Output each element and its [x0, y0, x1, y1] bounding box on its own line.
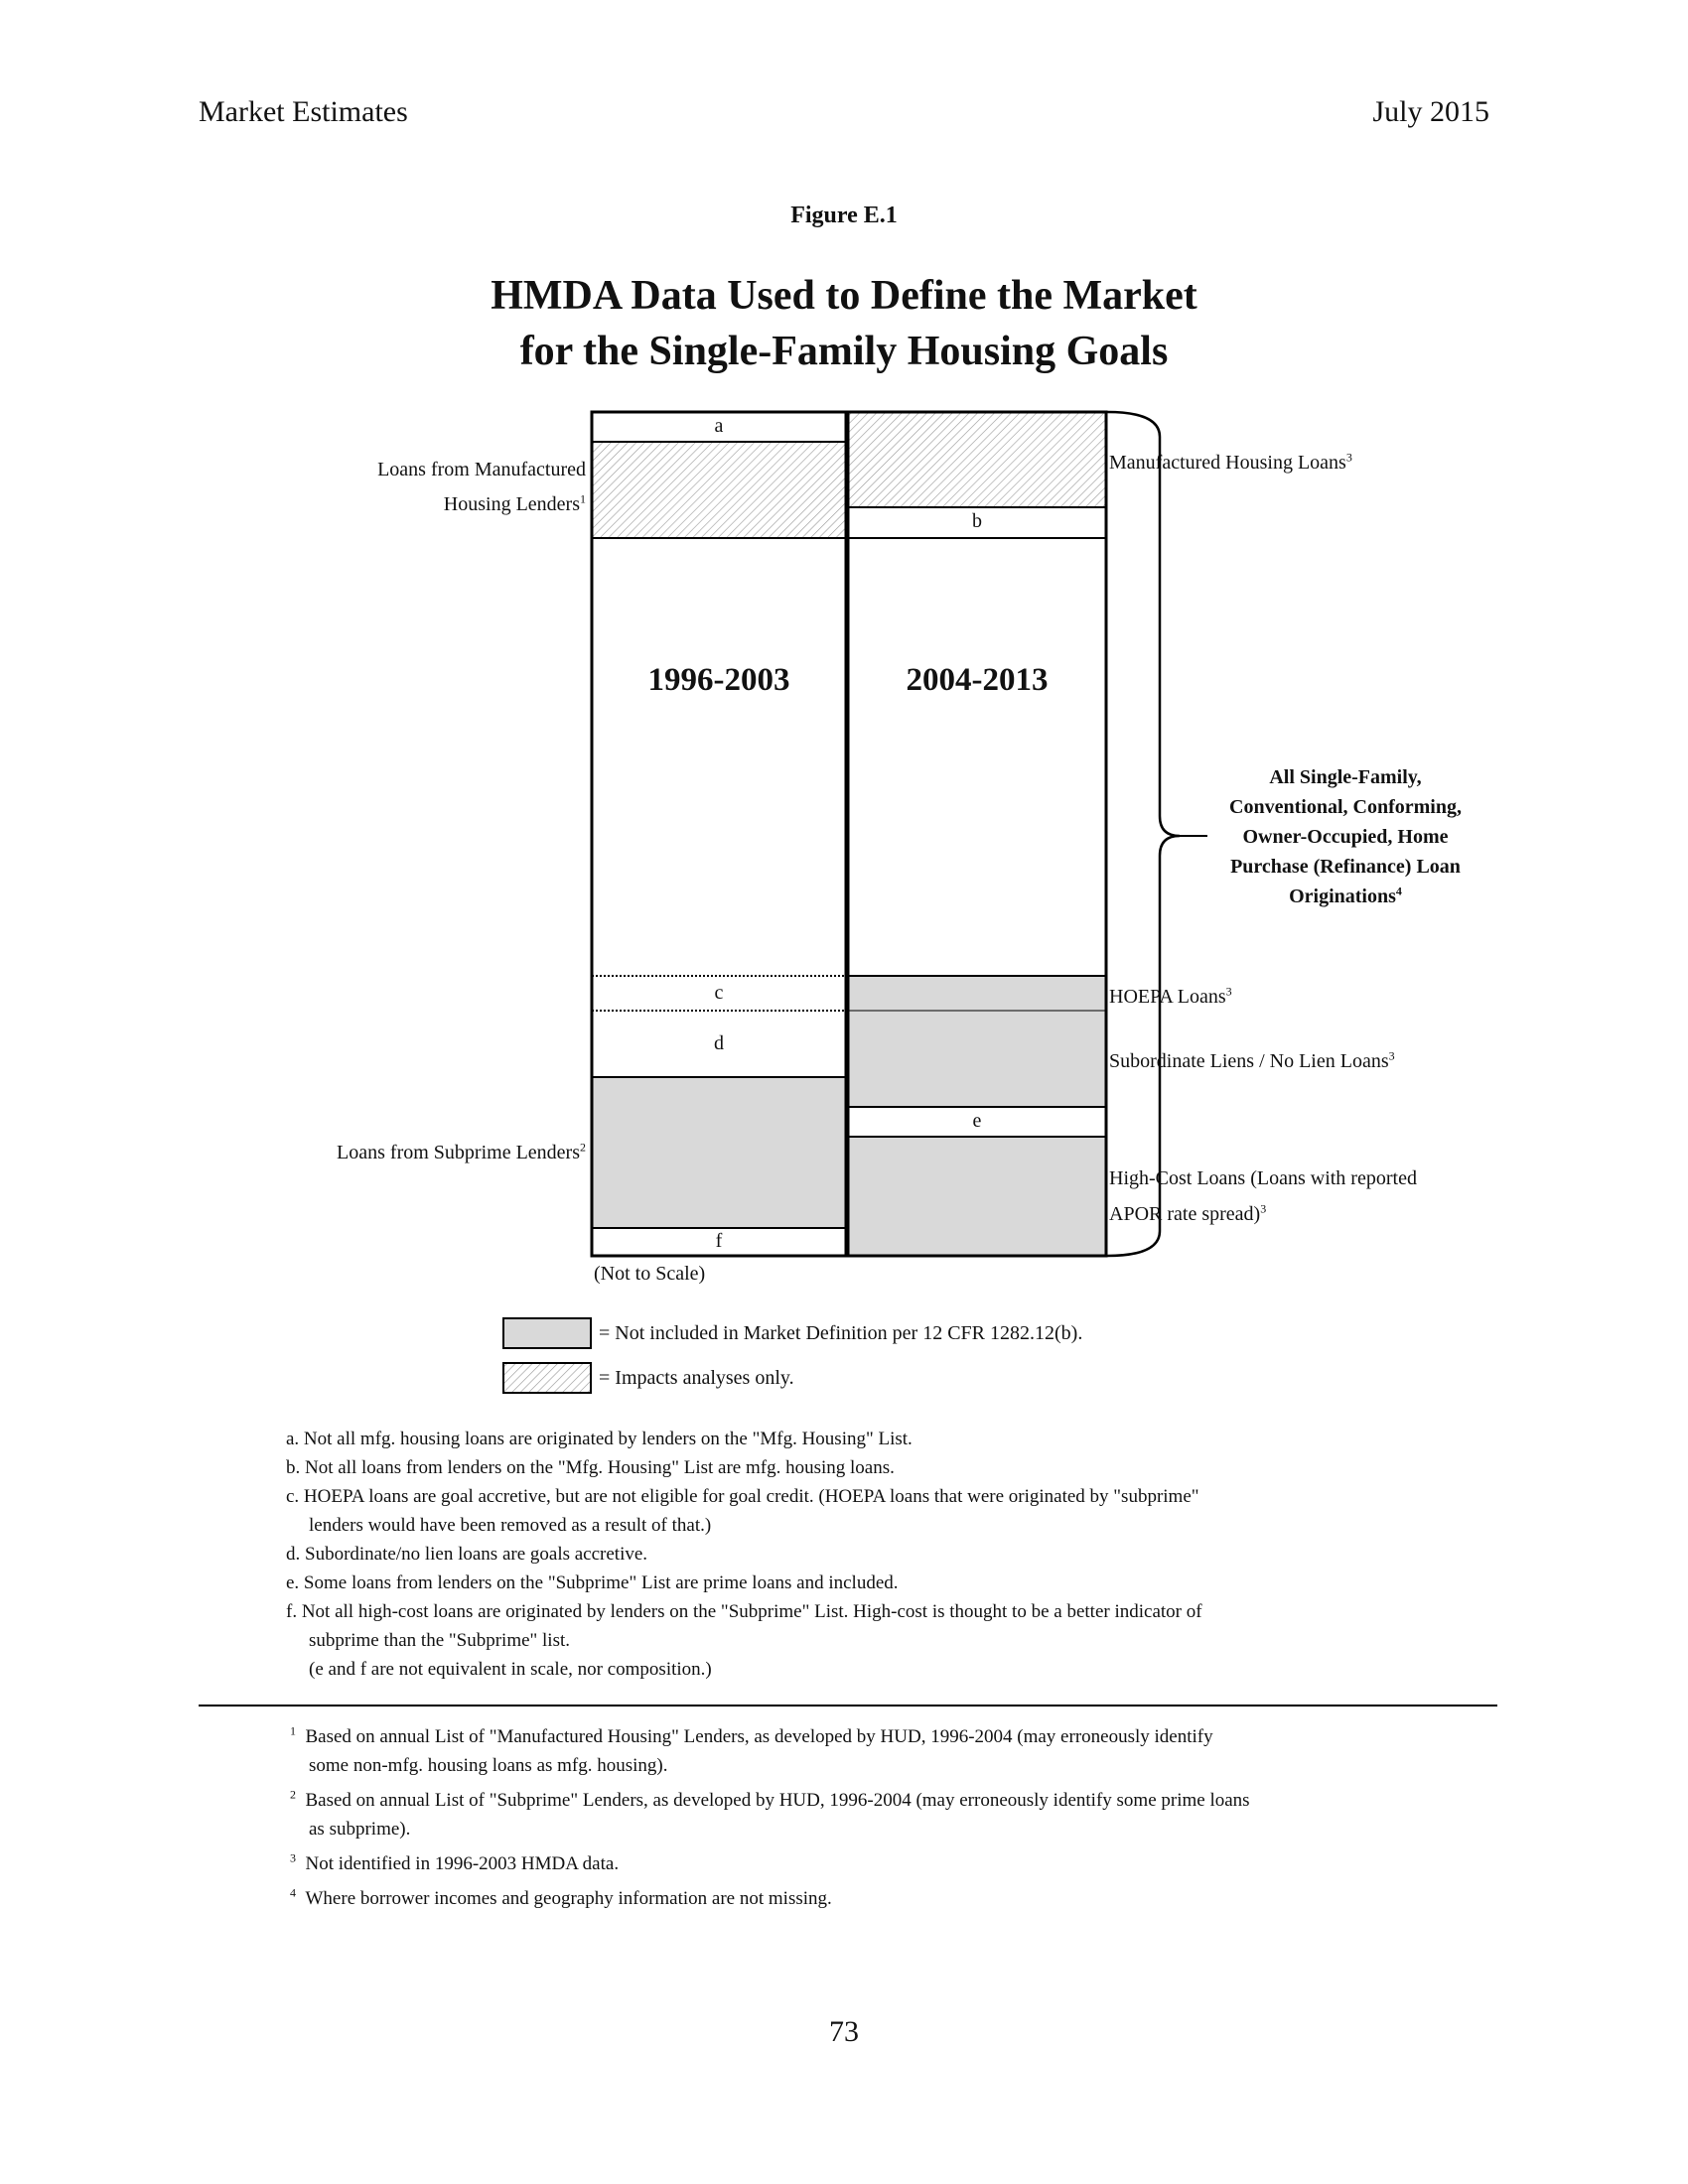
not-to-scale: (Not to Scale) [594, 1263, 706, 1285]
segment-high-cost [848, 1137, 1106, 1256]
note-a: a. Not all mfg. housing loans are originated by lenders on the "Mfg. Housing" List. [286, 1429, 913, 1449]
legend-gray-text: = Not included in Market Definition per 12 CFR 1282.12(b). [599, 1322, 1083, 1344]
column-left-label: 1996-2003 [647, 662, 790, 698]
segment-subordinate [848, 1011, 1106, 1107]
note-e: e. Some loans from lenders on the "Subprime" List are prime loans and included. [286, 1572, 899, 1593]
segment-subprime-lenders [592, 1077, 846, 1228]
segment-d-label: d [714, 1032, 724, 1054]
label-high-cost-line1: High-Cost Loans (Loans with reported [1109, 1167, 1417, 1189]
note-c-line1: c. HOEPA loans are goal accretive, but are not eligible for goal credit. (HOEPA loans that were originated by "subprime" [286, 1486, 1199, 1507]
page-number: 73 [829, 2015, 859, 2048]
brace-label-line5-wrap [1192, 882, 1499, 911]
segment-mfg-lenders-hatched [592, 442, 846, 538]
header-left: Market Estimates [199, 95, 408, 128]
label-high-cost-text: APOR rate spread) [1109, 1203, 1261, 1225]
label-mfg-housing [1109, 452, 1352, 475]
label-mfg-lenders-text: Housing Lenders [443, 493, 580, 515]
segment-f-label: f [715, 1230, 723, 1252]
footnote-ref-3d: 3 [1260, 1201, 1267, 1216]
legend-hatched-text: = Impacts analyses only. [599, 1367, 794, 1389]
label-subordinate [1109, 1050, 1395, 1073]
brace-label [1192, 762, 1499, 911]
note-b: b. Not all loans from lenders on the "Mfg. Housing" List are mfg. housing loans. [286, 1457, 895, 1478]
footnote-4 [290, 1884, 1412, 1913]
segment-c-label: c [714, 982, 724, 1004]
segment-b-label: b [972, 510, 982, 532]
footnote-1-text: Based on annual List of "Manufactured Housing" Lenders, as developed by HUD, 1996-2004 (may erroneously identify [305, 1726, 1213, 1747]
label-hoepa-text: HOEPA Loans [1109, 986, 1226, 1008]
brace-label-line2: Conventional, Conforming, [1229, 796, 1462, 818]
label-subprime-lenders-text: Loans from Subprime Lenders [337, 1142, 580, 1163]
footnote-ref-3a: 3 [1345, 450, 1352, 465]
footnote-2-cont: as subprime). [309, 1819, 411, 1840]
footnote-1-number: 1 [290, 1723, 296, 1738]
footnote-3-number: 3 [290, 1850, 296, 1865]
footnote-ref-2: 2 [580, 1140, 586, 1155]
footnote-3-text: Not identified in 1996-2003 HMDA data. [305, 1853, 620, 1874]
footnote-ref-3b: 3 [1225, 984, 1232, 999]
header-right: July 2015 [1372, 95, 1489, 128]
label-high-cost-line2 [1109, 1203, 1266, 1226]
label-subprime-lenders [199, 1142, 586, 1164]
footnote-2 [290, 1786, 1412, 1815]
segment-a-label: a [714, 415, 724, 437]
figure-title-line1: HMDA Data Used to Define the Market [491, 273, 1197, 319]
note-f-line3: (e and f are not equivalent in scale, nor composition.) [309, 1659, 712, 1680]
note-f-line1: f. Not all high-cost loans are originated by lenders on the "Subprime" List. High-cost is thought to be a better indicator of [286, 1601, 1202, 1622]
segment-hoepa [848, 976, 1106, 1011]
figure-title-line2: for the Single-Family Housing Goals [519, 329, 1169, 374]
label-mfg-lenders-line1: Loans from Manufactured [377, 459, 586, 480]
footnote-4-text: Where borrower incomes and geography information are not missing. [305, 1888, 832, 1909]
brace-label-line3: Owner-Occupied, Home [1242, 826, 1449, 848]
notes-list [286, 1425, 1388, 1684]
label-subordinate-text: Subordinate Liens / No Lien Loans [1109, 1050, 1389, 1072]
footnote-3 [290, 1849, 1412, 1878]
brace-label-line5: Originations [1289, 886, 1396, 907]
brace-label-line4: Purchase (Refinance) Loan [1230, 856, 1461, 878]
brace-bracket [1107, 412, 1180, 1256]
label-hoepa [1109, 986, 1232, 1009]
footnote-4-number: 4 [290, 1885, 296, 1900]
label-mfg-housing-text: Manufactured Housing Loans [1109, 452, 1346, 474]
footnote-1 [290, 1722, 1412, 1751]
footnote-2-text: Based on annual List of "Subprime" Lenders, as developed by HUD, 1996-2004 (may erroneously identify some prime loans [305, 1790, 1250, 1811]
note-d: d. Subordinate/no lien loans are goals accretive. [286, 1544, 648, 1565]
legend-hatched-swatch [503, 1363, 591, 1393]
segment-e-label: e [972, 1110, 982, 1132]
figure-label: Figure E.1 [790, 203, 898, 228]
note-c-line2: lenders would have been removed as a result of that.) [309, 1515, 712, 1536]
footnote-ref-3c: 3 [1388, 1048, 1395, 1063]
footnote-ref-4: 4 [1395, 884, 1402, 898]
column-right-label: 2004-2013 [906, 662, 1049, 698]
segment-mfg-housing-hatched [848, 412, 1106, 507]
brace-label-line1: All Single-Family, [1269, 766, 1422, 788]
footnote-2-number: 2 [290, 1787, 296, 1802]
footnote-ref-1: 1 [580, 491, 586, 506]
footnotes [290, 1722, 1412, 1913]
note-f-line2: subprime than the "Subprime" list. [309, 1630, 571, 1651]
legend-gray-swatch [503, 1318, 591, 1348]
label-mfg-lenders-line2 [258, 493, 586, 516]
footnote-1-cont: some non-mfg. housing loans as mfg. housing). [309, 1755, 668, 1776]
